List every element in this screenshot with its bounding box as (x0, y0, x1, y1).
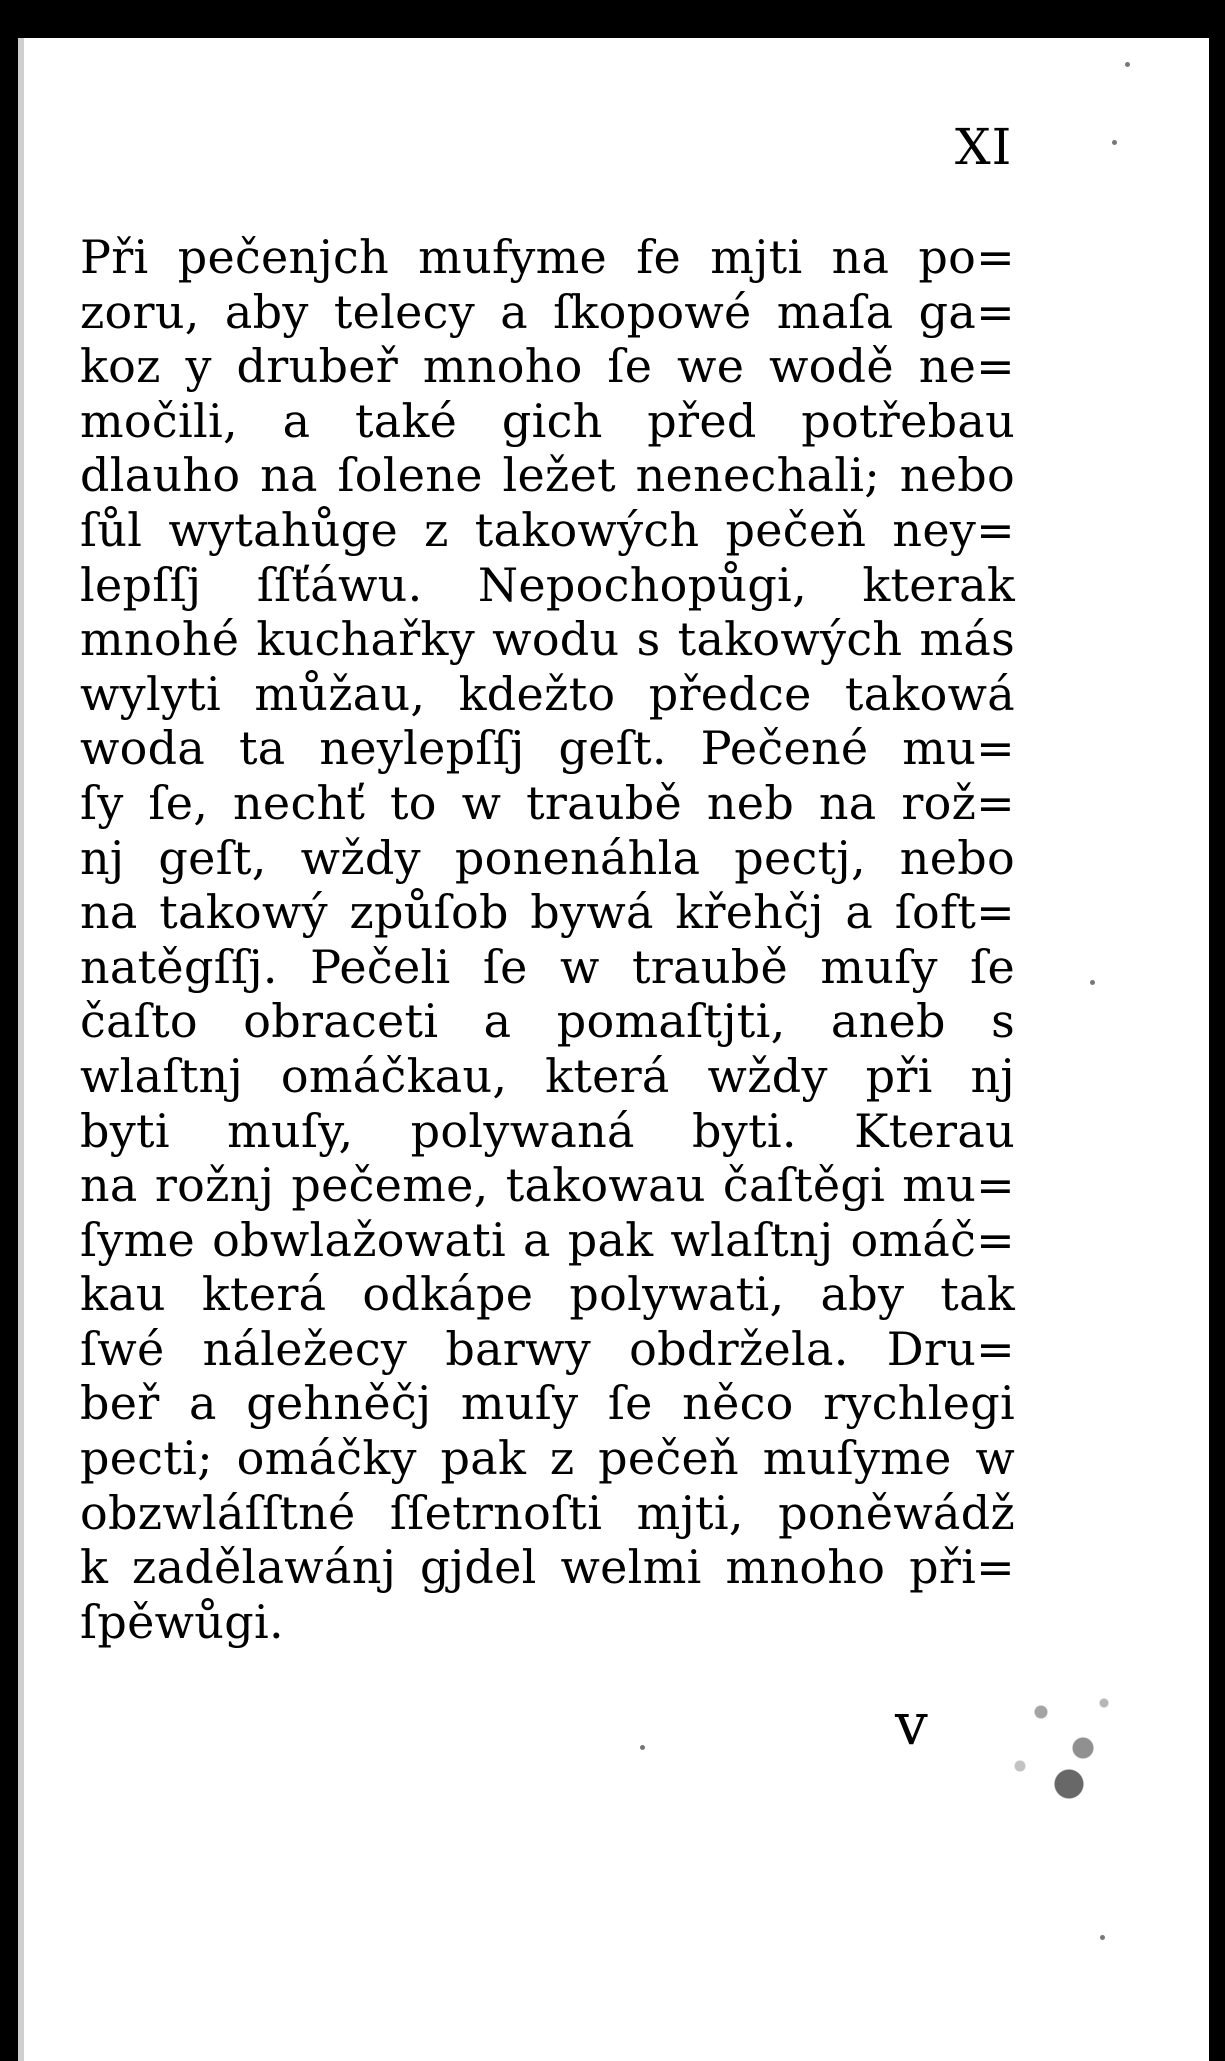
text-line: wlaſtnj omáčkau, která wždy při nj (80, 1048, 1015, 1103)
text-line: Při pečenjch mufyme fe mjti na po= (80, 230, 1015, 284)
body-text (80, 230, 1015, 1649)
text-line: kau která odkápe polywati, aby tak (80, 1267, 1015, 1322)
text-line: pecti; omáčky pak z pečeň muſyme w (80, 1431, 1015, 1486)
text-line: koz y drubeř mnoho ſe we wodě ne= (80, 339, 1015, 394)
signature-mark: v (895, 1690, 928, 1758)
text-line: dlauho na ſolene ležet nenechali; nebo (80, 448, 1015, 503)
text-line: byti muſy, polywaná byti. Kterau (80, 1103, 1015, 1158)
text-line: ſpěwůgi. (80, 1594, 284, 1649)
text-line: na rožnj pečeme, takowau čaſtěgi mu= (80, 1158, 1015, 1213)
text-line: beř a gehněčj muſy ſe něco rychlegi (80, 1376, 1015, 1431)
paper-speck (1100, 1935, 1105, 1940)
text-line: močili, a také gich před potřebau (80, 393, 1015, 448)
text-line: ſyme obwlažowati a pak wlaſtnj omáč= (80, 1212, 1015, 1267)
page-number: XI (955, 118, 1013, 176)
text-line: wylyti můžau, kdežto předce takowá (80, 666, 1015, 721)
ink-smudge (985, 1640, 1125, 1820)
text-line: zoru, aby telecy a ſkopowé maſa ga= (80, 284, 1015, 339)
text-line: obzwláſſtné ſſetrnoſti mjti, poněwádž (80, 1485, 1015, 1540)
text-line: ſůl wytahůge z takowých pečeň ney= (80, 502, 1015, 557)
text-line: k zadělawánj gjdel welmi mnoho při= (80, 1540, 1015, 1595)
page-binding-shadow (0, 0, 18, 2061)
text-line: ſwé náležecy barwy obdržela. Dru= (80, 1321, 1015, 1376)
text-line: na takowý způſob bywá křehčj a ſoft= (80, 885, 1015, 940)
paper-speck (1112, 140, 1117, 145)
text-line: čaſto obraceti a pomaſtjti, aneb s (80, 994, 1015, 1049)
text-line: natěgſſj. Pečeli ſe w traubě muſy ſe (80, 939, 1015, 994)
paper-speck (640, 1745, 645, 1750)
text-line: nj geſt, wždy ponenáhla pectj, nebo (80, 830, 1015, 885)
text-line: lepſſj ſſťáwu. Nepochopůgi, kterak (80, 557, 1015, 612)
paper-speck (1090, 980, 1095, 985)
text-line: mnohé kuchařky wodu s takowých más (80, 612, 1015, 667)
text-line: ſy ſe, nechť to w traubě neb na rož= (80, 775, 1015, 830)
text-line: woda ta neylepſſj geſt. Pečené mu= (80, 721, 1015, 776)
paper-speck (1125, 62, 1130, 67)
